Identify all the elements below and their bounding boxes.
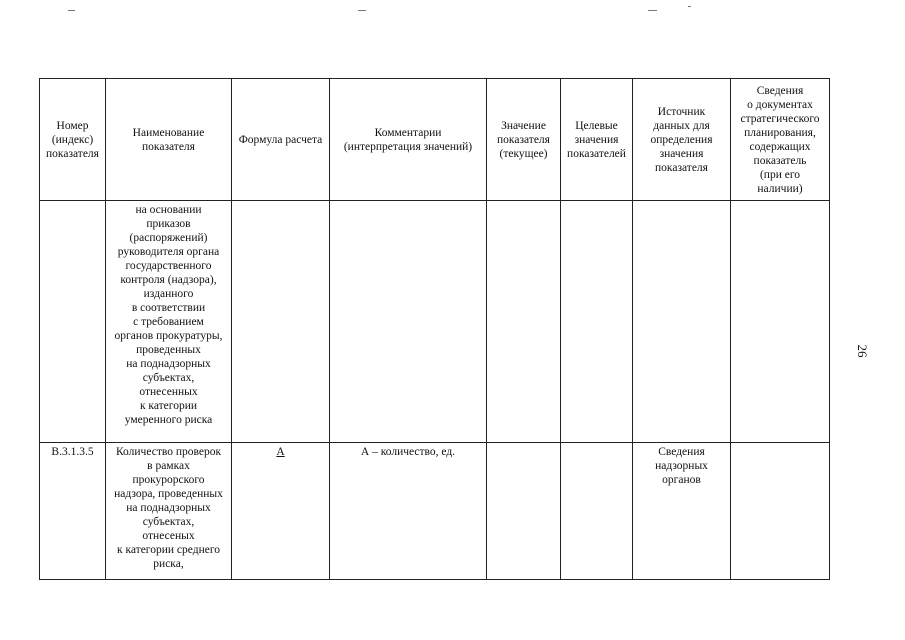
cell-comment: А – количество, ед. xyxy=(330,443,487,580)
cell-name: Количество проверок в рамках прокурорского надзора, проведенных на поднадзорных субъектах, отнесеных к категории среднего риска, xyxy=(106,443,232,580)
header-current-value: Значение показателя (текущее) xyxy=(487,79,561,201)
table-row xyxy=(40,201,830,443)
page-number: 26 xyxy=(855,344,870,358)
cell-name: на основании приказов (распоряжений) руководителя органа государственного контроля (надзора), изданного в соответствии с требованием органов прокуратуры, проведенных на поднадзорных субъектах, отнесенных к категории умеренного риска xyxy=(106,201,232,443)
table-header-row xyxy=(40,79,830,201)
scan-mark xyxy=(68,10,75,11)
cell-strategic-docs xyxy=(731,201,830,443)
header-formula: Формула расчета xyxy=(232,79,330,201)
cell-current-value xyxy=(487,201,561,443)
header-name: Наименование показателя xyxy=(106,79,232,201)
cell-comment xyxy=(330,201,487,443)
cell-data-source: Сведения надзорных органов xyxy=(633,443,731,580)
header-comment: Комментарии (интерпретация значений) xyxy=(330,79,487,201)
scan-mark xyxy=(688,6,691,7)
scan-mark xyxy=(358,10,366,11)
header-strategic-docs: Сведения о документах стратегического планирования, содержащих показатель (при его наличии) xyxy=(731,79,830,201)
table-row xyxy=(40,443,830,580)
cell-target-values xyxy=(561,201,633,443)
cell-formula xyxy=(232,201,330,443)
cell-formula xyxy=(232,443,330,580)
header-index: Номер (индекс) показателя xyxy=(40,79,106,201)
cell-index: В.3.1.3.5 xyxy=(40,443,106,580)
header-data-source: Источник данных для определения значения показателя xyxy=(633,79,731,201)
header-target-values: Целевые значения показателей xyxy=(561,79,633,201)
cell-target-values xyxy=(561,443,633,580)
cell-current-value xyxy=(487,443,561,580)
formula-text: А xyxy=(276,446,285,458)
indicator-table xyxy=(39,78,830,580)
scan-mark xyxy=(648,10,657,11)
cell-index xyxy=(40,201,106,443)
cell-strategic-docs xyxy=(731,443,830,580)
cell-data-source xyxy=(633,201,731,443)
